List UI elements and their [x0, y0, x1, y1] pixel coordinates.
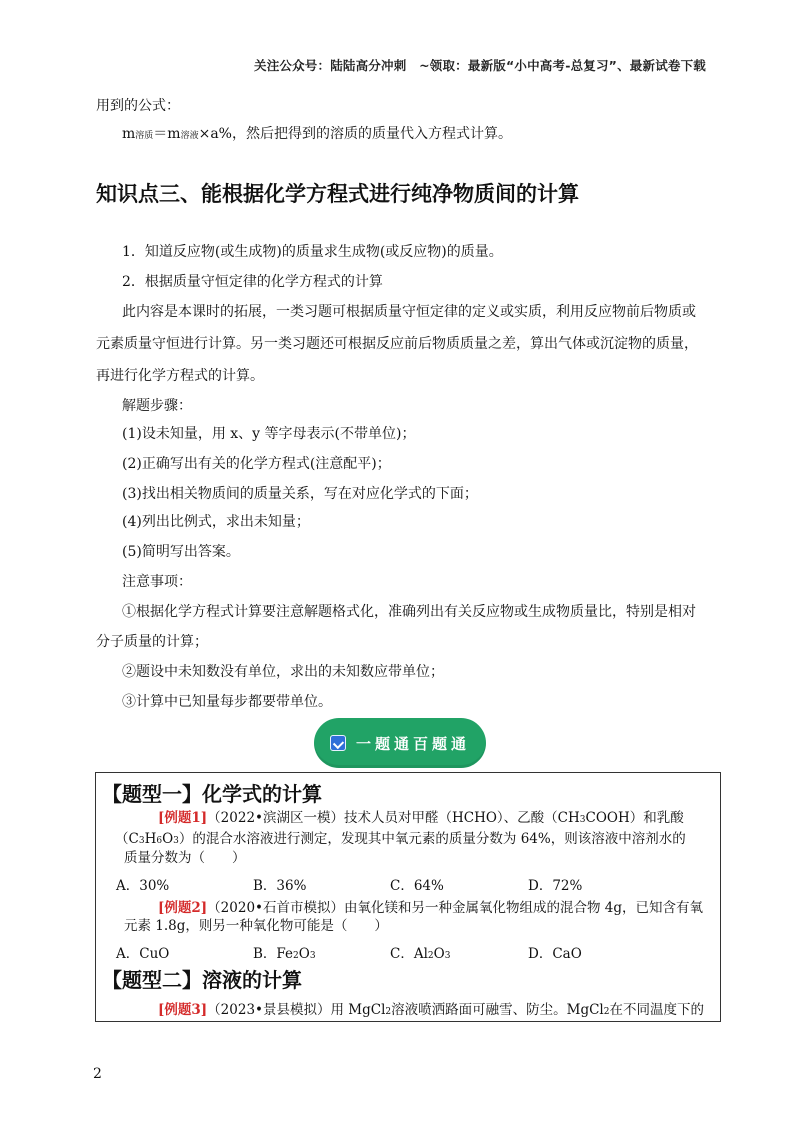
example-1-line-1	[158, 808, 684, 831]
formula-line	[122, 124, 512, 146]
step-5: (5)简明写出答案。	[122, 544, 240, 560]
example-3-line-1	[158, 1000, 704, 1023]
step-3: (3)找出相关物质间的质量关系，写在对应化学式的下面；	[122, 486, 478, 502]
ex1-l2d: 6	[156, 836, 163, 846]
example-3-label: [例题3]	[158, 1002, 208, 1018]
ex2-b2: 2	[293, 951, 299, 961]
example-1-line-3: 质量分数为（ ）	[124, 850, 246, 866]
ex1-option-d: D．72%	[528, 878, 583, 894]
ex1-l2b: 3	[138, 836, 145, 846]
ex3-e: 在不同温度下的	[609, 1002, 704, 1018]
ex2-option-b	[253, 942, 316, 962]
example-1-text-a: （2022•滨湖区一模）技术人员对甲醛（HCHO）、乙酸（CH	[207, 810, 580, 826]
example-2-line-2: 元素 1.8g，则另一种氧化物可能是（ ）	[124, 918, 388, 934]
example-1-text-c: COOH）和乳酸	[585, 810, 684, 826]
ex1-option-a: A．30%	[116, 878, 170, 894]
formula-label: 用到的公式：	[96, 98, 180, 114]
ex3-a: （2023•景县模拟）用 MgCl	[207, 1002, 386, 1018]
ex2-b3: O	[298, 946, 310, 962]
ex1-option-c: C．64%	[390, 878, 444, 894]
paragraph-3a: 此内容是本课时的拓展，一类习题可根据质量守恒定律的定义或实质，利用反应物前后物质或	[122, 304, 696, 320]
example-1-label: [例题1]	[158, 810, 208, 826]
step-2: (2)正确写出有关的化学方程式(注意配平)；	[122, 456, 391, 472]
example-2-text: （2020•石首市模拟）由氧化镁和另一种金属氧化物组成的混合物 4g，已知含有氧	[207, 900, 704, 916]
note-2: ②题设中未知数没有单位，求出的未知数应带单位；	[122, 664, 444, 680]
note-1a: ①根据化学方程式计算要注意解题格式化，准确列出有关反应物或生成物质量比，特别是相对	[122, 604, 696, 620]
ex1-l2a: （C	[115, 831, 139, 847]
ex2-b1: B．Fe	[253, 946, 294, 962]
badge-label: 一题通百题通	[355, 734, 470, 753]
ex2-option-a: A．CuO	[116, 946, 170, 962]
ex1-l2e: O	[162, 831, 174, 847]
paragraph-3b: 元素质量守恒进行计算。另一类习题还可根据反应前后物质质量之差，算出气体或沉淀物的质量，	[96, 336, 698, 352]
note-1b: 分子质量的计算；	[96, 634, 208, 650]
note-3: ③计算中已知量每步都要带单位。	[122, 694, 332, 710]
ex3-d: 2	[603, 1007, 610, 1017]
formula-sub1: 溶质	[135, 131, 154, 141]
paragraph-3c: 再进行化学方程式的计算。	[96, 368, 264, 384]
step-4: (4)列出比例式，求出未知量；	[122, 514, 310, 530]
ex2-c2: 2	[427, 951, 434, 961]
ex2-c4: 3	[444, 951, 451, 961]
ex2-c3: O	[433, 946, 445, 962]
paragraph-2: 2．根据质量守恒定律的化学方程式的计算	[122, 274, 383, 290]
ex2-option-c	[390, 942, 450, 962]
example-2-label: [例题2]	[158, 900, 208, 916]
ex3-b: 2	[385, 1007, 392, 1017]
ex3-c: 溶液喷洒路面可融雪、防尘。MgCl	[391, 1002, 604, 1018]
ex1-l2g: ）的混合水溶液进行测定，发现其中氧元素的质量分数为 64%，则该溶液中溶剂水的	[178, 831, 686, 847]
type-2-title: 【题型二】溶液的计算	[102, 968, 302, 992]
section-title: 知识点三、能根据化学方程式进行纯净物质间的计算	[96, 182, 579, 206]
ex2-option-d: D．CaO	[528, 946, 582, 962]
ex1-l2f: 3	[173, 836, 179, 846]
page-header: 关注公众号：陆陆高分冲刺 ~领取：最新版“小中高考-总复习”、最新试卷下载	[254, 58, 706, 73]
ex1-option-b: B．36%	[253, 878, 307, 894]
ex2-b4: 3	[309, 951, 316, 961]
formula-rest: ×a%，然后把得到的溶质的质量代入方程式计算。	[198, 126, 512, 142]
notes-title: 注意事项：	[122, 574, 192, 590]
step-1: (1)设未知量，用 x、y 等字母表示(不带单位)；	[122, 426, 416, 442]
example-1-sub: 3	[579, 815, 586, 825]
type-1-title: 【题型一】化学式的计算	[102, 782, 322, 806]
formula-eq: ＝m	[153, 126, 181, 142]
formula-m1: m	[122, 126, 136, 142]
paragraph-1: 1．知道反应物(或生成物)的质量求生成物(或反应物)的质量。	[122, 244, 503, 260]
ex1-l2c: H	[144, 831, 157, 847]
page-number: 2	[93, 1066, 102, 1082]
check-icon	[330, 735, 346, 751]
formula-sub2: 溶液	[180, 131, 199, 141]
steps-title: 解题步骤：	[122, 398, 192, 414]
one-for-all-badge	[314, 718, 486, 768]
ex2-c1: C．Al	[390, 946, 428, 962]
